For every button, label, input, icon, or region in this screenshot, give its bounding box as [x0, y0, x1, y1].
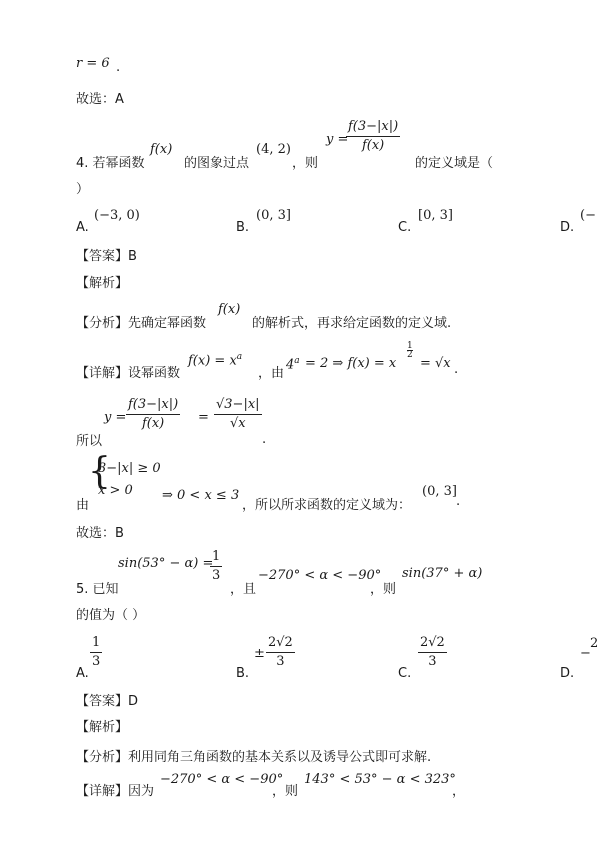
q4-option-b: (0, 3]	[256, 208, 291, 223]
q4-denominator: f(x)	[361, 138, 385, 153]
q5-opt-c-den: 3	[428, 654, 437, 669]
q4-xiangjie-a: 【详解】设幂函数	[76, 366, 181, 381]
q4-mid-text: 的图象过点	[184, 156, 250, 171]
suoyi-den2: √x	[229, 416, 246, 431]
q4-then: ，则	[292, 156, 319, 171]
q5-line2: 的值为（ ）	[76, 608, 146, 623]
q4-suffix: 的定义域是（	[415, 156, 494, 171]
q4-option-b-label: B.	[236, 220, 250, 235]
q5-mid: ，且	[230, 582, 257, 597]
q5-opt-a-num: 1	[90, 634, 102, 653]
q5-analysis-head: 【解析】	[76, 720, 129, 735]
q4-option-d-label: D.	[560, 220, 575, 235]
q4-half-num: 1	[407, 341, 413, 351]
system-brace: {	[88, 451, 111, 492]
suoyi-num2: √3−|x|	[214, 396, 262, 415]
q5-range: −270° < α < −90°	[258, 568, 382, 583]
q4-option-c-label: C.	[398, 220, 412, 235]
q5-option-a	[90, 634, 102, 671]
q5-opt-b-num: 2√2	[266, 634, 295, 653]
q4-half-den: 2	[407, 350, 413, 360]
suoyi-y: y =	[104, 410, 127, 425]
q4-xiangjie-d: = 2 ⇒ f(x) = x	[305, 356, 397, 371]
q5-option-a-label: A.	[76, 666, 89, 681]
q5-xiangjie-d: ，	[452, 784, 466, 799]
suoyi-fraction-1	[126, 396, 180, 433]
q4-option-a: (−3, 0)	[94, 208, 140, 223]
q5-target: sin(37° + α)	[402, 566, 483, 581]
q4-option-c: [0, 3]	[418, 208, 453, 223]
q5-xiangjie-range: −270° < α < −90°	[160, 772, 284, 787]
q4-fenxi-fx: f(x)	[218, 302, 241, 317]
q4-fx: f(x)	[150, 142, 173, 157]
q4-xiangjie-f	[188, 352, 242, 368]
q4-analysis-head: 【解析】	[76, 276, 129, 291]
period: .	[116, 60, 121, 75]
system-answer: (0, 3]	[422, 484, 457, 499]
q5-sin: sin(53° − α) =	[118, 556, 214, 571]
q4-half-exponent	[407, 342, 413, 359]
period: .	[262, 432, 267, 447]
q4-y: y =	[326, 132, 349, 147]
q5-answer: 【答案】D	[76, 694, 139, 709]
q5-option-b-label: B.	[236, 666, 250, 681]
q5-option-b-pm: ±	[254, 646, 265, 661]
q5-option-d-label: D.	[560, 666, 575, 681]
period: .	[456, 494, 461, 509]
q5-opt-a-den: 3	[92, 654, 101, 669]
q5-option-d-minus: −	[580, 646, 591, 661]
q4-point: (4, 2)	[256, 142, 291, 157]
q5-den: 3	[212, 568, 221, 583]
q5-option-c-label: C.	[398, 666, 412, 681]
q4-fraction	[346, 118, 400, 155]
system-text: ，所以所求函数的定义域为：	[242, 498, 412, 513]
suoyi-label: 所以	[76, 434, 103, 449]
system-result: ⇒ 0 < x ≤ 3	[162, 488, 240, 503]
system-line-1: 3−|x| ≥ 0	[98, 461, 161, 476]
q4-fenxi-a: 【分析】先确定幂函数	[76, 316, 207, 331]
q5-xiangjie-b: ，则	[272, 784, 299, 799]
q5-option-c	[418, 634, 447, 671]
suoyi-fraction-2	[214, 396, 262, 433]
r-equation: r = 6	[76, 56, 110, 71]
q4-option-d: (−	[580, 208, 596, 223]
q5-option-b	[266, 634, 295, 671]
q4-xiangjie-b: ，由	[258, 366, 285, 381]
q4-xiangjie-c	[286, 356, 300, 372]
q5-num: 1	[210, 548, 222, 567]
answer-select-a: 故选：A	[76, 92, 124, 107]
q4-close-paren: ）	[76, 182, 90, 197]
q5-xiangjie-a: 【详解】因为	[76, 784, 155, 799]
q4-fenxi-b: 的解析式，再求给定函数的定义域.	[252, 316, 452, 331]
q5-opt-c-num: 2√2	[418, 634, 447, 653]
period: .	[454, 362, 459, 377]
q5-fenxi: 【分析】利用同角三角函数的基本关系以及诱导公式即可求解.	[76, 750, 432, 765]
q4-xiangjie-four-exp: a	[294, 356, 300, 366]
q4-option-a-label: A.	[76, 220, 89, 235]
you-label: 由	[76, 498, 90, 513]
suoyi-den: f(x)	[141, 416, 165, 431]
q4-numerator: f(3−|x|)	[346, 118, 400, 137]
q5-prefix: 5. 已知	[76, 582, 119, 597]
q5-xiangjie-c: 143° < 53° − α < 323°	[304, 772, 456, 787]
q4-xiangjie-f-base: f(x) = x	[188, 353, 237, 369]
q4-xiangjie-f-exp: a	[236, 352, 243, 362]
answer-select-b: 故选：B	[76, 526, 124, 541]
q4-xiangjie-e: = √x	[420, 356, 451, 371]
q5-then: ，则	[370, 582, 397, 597]
q4-prefix: 4. 若幂函数	[76, 156, 145, 171]
q5-opt-b-den: 3	[276, 654, 285, 669]
q5-option-d-fragment: 2	[590, 636, 598, 651]
q4-answer: 【答案】B	[76, 249, 137, 264]
q4-xiangjie-four: 4	[286, 357, 295, 373]
suoyi-num: f(3−|x|)	[126, 396, 180, 415]
system-line-2: x > 0	[98, 483, 133, 498]
suoyi-equals: =	[198, 410, 209, 425]
q5-fraction	[210, 548, 222, 585]
